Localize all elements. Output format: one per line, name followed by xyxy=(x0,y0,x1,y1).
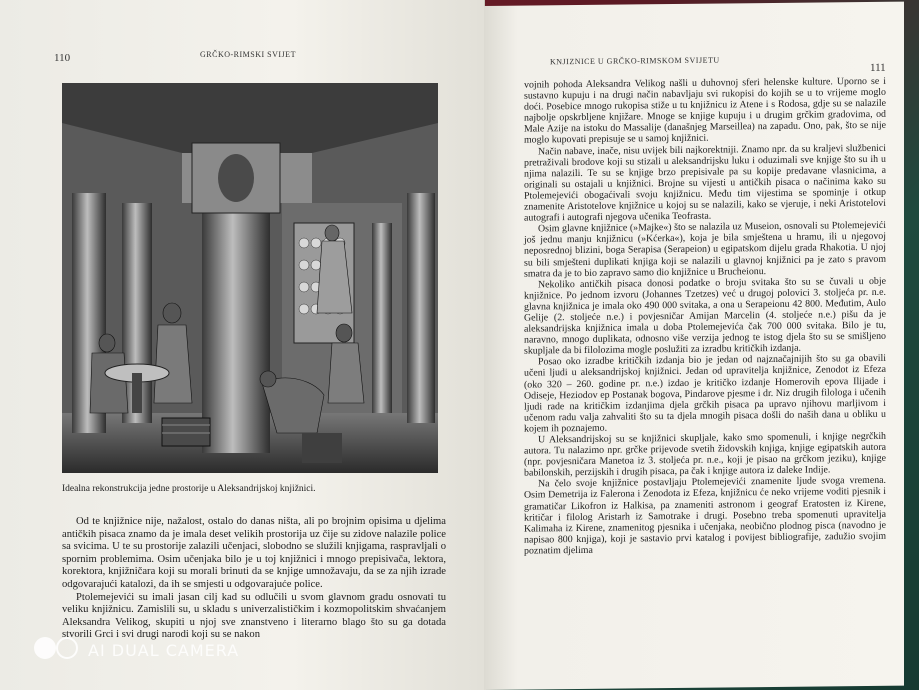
right-paragraph-5: Posao oko izradbe kritičkih izdanja bio je jedan od najznačajnijih što su ga obavili učeni ljudi u aleksandrijskoj knjižnici. Jedan od upravitelja knjižnice, Zenodot iz Efeza (oko 320 – 260. godine pr. n.e.) izdao je kritičko izdanje Homerovih epova Ilijade i Odiseje, Heziodov ep Postanak bogova, Pindarove pjesme i dr. Niz drugih filologa i učenih ljudi rade na kritičkim izdanjima djela grčkih pisaca pa upravo njihovu marljivom i učenom radu valja zahvaliti što su ta djela mnogih pisaca došli do naših dana u obliku u kojem ih poznajemo. xyxy=(524,353,886,435)
left-paragraph-2: Ptolemejevići su imali jasan cilj kad su odlučili u svom glavnom gradu osnovati tu veliku knjižnicu. Zamislili su, u skladu s univerzalističkim i kozmopolitskim shvaćanjem Aleksandra Velikog, skupiti u njoj sve znanstveno i literarno blago što su ga dotada stvorili Grci i svi drugi narodi koji su se nakon xyxy=(62,591,446,641)
right-paragraph-2: Način nabave, inače, nisu uvijek bili najkorektniji. Znamo npr. da su kraljevi službenici pretraživali brodove koji su stizali u aleksandrijsku luku i oduzimali sve knjige što su ih u njima nalazili. Te su se knjige brzo prepisivale pa su kopije predavane vlasnicima, a originali su ostajali u knjižnici. Brojne su vijesti u antičkih pisaca o načinima kako su Ptolemejevići obogaćivali svoju knjižnicu. Među tim vijestima se spominje i otkup znamenite Aristotelove knjižnice u kojoj su se nalazili, kako se vjeruje, i neki Aristotelovi autografi i autografi njegova učenika Teofrasta. xyxy=(524,142,886,224)
right-paragraph-7: Na čelo svoje knjižnice postavljaju Ptolemejevići znamenite ljude svoga vremena. Osim Demetrija iz Falerona i Zenodota iz Efeza, knjižnicu će neko vrijeme voditi pjesnik i gramatičar Likofron iz Halkisa, pa znameniti astronom i geograf Eratosten iz Kirene, kritičar i filolog Aristarh iz Samotrake i drugi. Posebno treba spomenuti upravitelja Kalimaha iz Kirene, znamenitog pjesnika i učenjaka, neobično plodnog pisca (navodno je napisao 800 knjiga), koji je sastavio prvi katalog i povijest bibliografije, zadužio svojim poznatim djelima xyxy=(524,475,886,557)
right-body-text xyxy=(524,76,886,557)
right-page xyxy=(484,2,904,690)
left-body-text xyxy=(62,516,446,642)
right-running-head: KNJIZNICE U GRČKO-RIMSKOM SVIJETU xyxy=(550,55,720,67)
camera-logo-icon xyxy=(34,637,80,663)
right-paragraph-6: U Aleksandrijskoj su se knjižnici skupljale, kako smo spomenuli, i knjige negrčkih autora. Tu nalazimo npr. grčke prijevode svetih židovskih knjiga, knjige egipatskih autora (npr. povjesničara Manetoa iz 3. stoljeća pr. n.e., koji je pisao na grčkom jeziku), knjige babilonskih, perzijskih i drugih pisaca, pa čak i knjige autora iz daleke Indije. xyxy=(524,430,886,479)
right-paragraph-4: Nekoliko antičkih pisaca donosi podatke o broju svitaka što su se čuvali u obje knjižnice. Po jednom izvoru (Johannes Tzetzes) već u drugoj polovici 3. stoljeća pr. n.e. glavna knjižnica je imala oko 490 000 svitaka, a ona u Serapeionu 42 800. Međutim, Aulo Gelije (2. stoljeće n.e.) i povjesničar Amijan Marcelin (4. stoljeće n.e.) pišu da je aleksandrijska knjižnica imala u doba Ptolemejevića čak 700 000 svitaka. Bilo je tu, naravno, mnogo duplikata, odnosno više verzija jednog te istog djela što su se smišljeno skupljale da bi filolozima mogle poslužiti za izradbu kritičkih izdanja. xyxy=(524,275,886,357)
left-running-head: GRČKO-RIMSKI SVIJET xyxy=(200,50,296,59)
right-paragraph-1: vojnih pohoda Aleksandra Velikog našli u duhovnoj sferi helenske kulture. Uporno se i sustavno kupuju i na drugi način nabavljaju svi rukopisi do kojih se u to vrijeme moglo doći. Posebice mnogo rukopisa stiže u tu knjižnicu iz Atene i s Rodosa, gdje su se nalazile najbolje opskrbljene knjižare. Mnoge se knjige kupuju i u drugim grčkim gradovima, od Male Azije na istoku do Massalije (današnjeg Marseillea) na zapadu. Ono, pak, što se nije moglo kupovati prepisuje se u samoj knjižnici. xyxy=(524,75,886,147)
left-page-number: 110 xyxy=(54,52,71,64)
library-illustration xyxy=(62,83,438,473)
camera-watermark xyxy=(34,630,274,670)
right-page-number: 111 xyxy=(870,61,886,74)
right-paragraph-3: Osim glavne knjižnice (»Majke«) što se nalazila uz Museion, osnovali su Ptolemejevići još jednu manju knjižnicu (»Kćerka«), koja je bila smještena u hramu, ili u njegovoj neposrednoj blizini, boga Serapisa (Serapeion) u egipatskom dijelu grada Rhakotia. U njoj su bili smješteni duplikati knjiga koji se nalazili u glavnoj knjižnici pa je zato s pravom smatra da je to bio zapravo samo dio knjižnice u Brucheionu. xyxy=(524,220,886,280)
left-paragraph-1: Od te knjižnice nije, nažalost, ostalo do danas ništa, ali po brojnim opisima u djelima antičkih pisaca znamo da je imala deset velikih prostorija uz čije su zidove nalazile police sa svicima. U te su prostorije zalazili učenjaci, slobodno se služili knjigama, raspravljali o spornim problemima. Osim učenjaka bilo je u toj knjižnici i mnogo prepisivača, lektora, korektora, knjižničara koji su morali brinuti da se knjige umnožavaju, da se za njih izrade odgovarajući katalozi, da ih se smjesti u odgovarajuće police. xyxy=(62,516,446,590)
figure-caption: Idealna rekonstrukcija jedne prostorije u Aleksandrijskoj knjižnici. xyxy=(62,484,316,494)
watermark-text: AI DUAL CAMERA xyxy=(88,640,240,660)
